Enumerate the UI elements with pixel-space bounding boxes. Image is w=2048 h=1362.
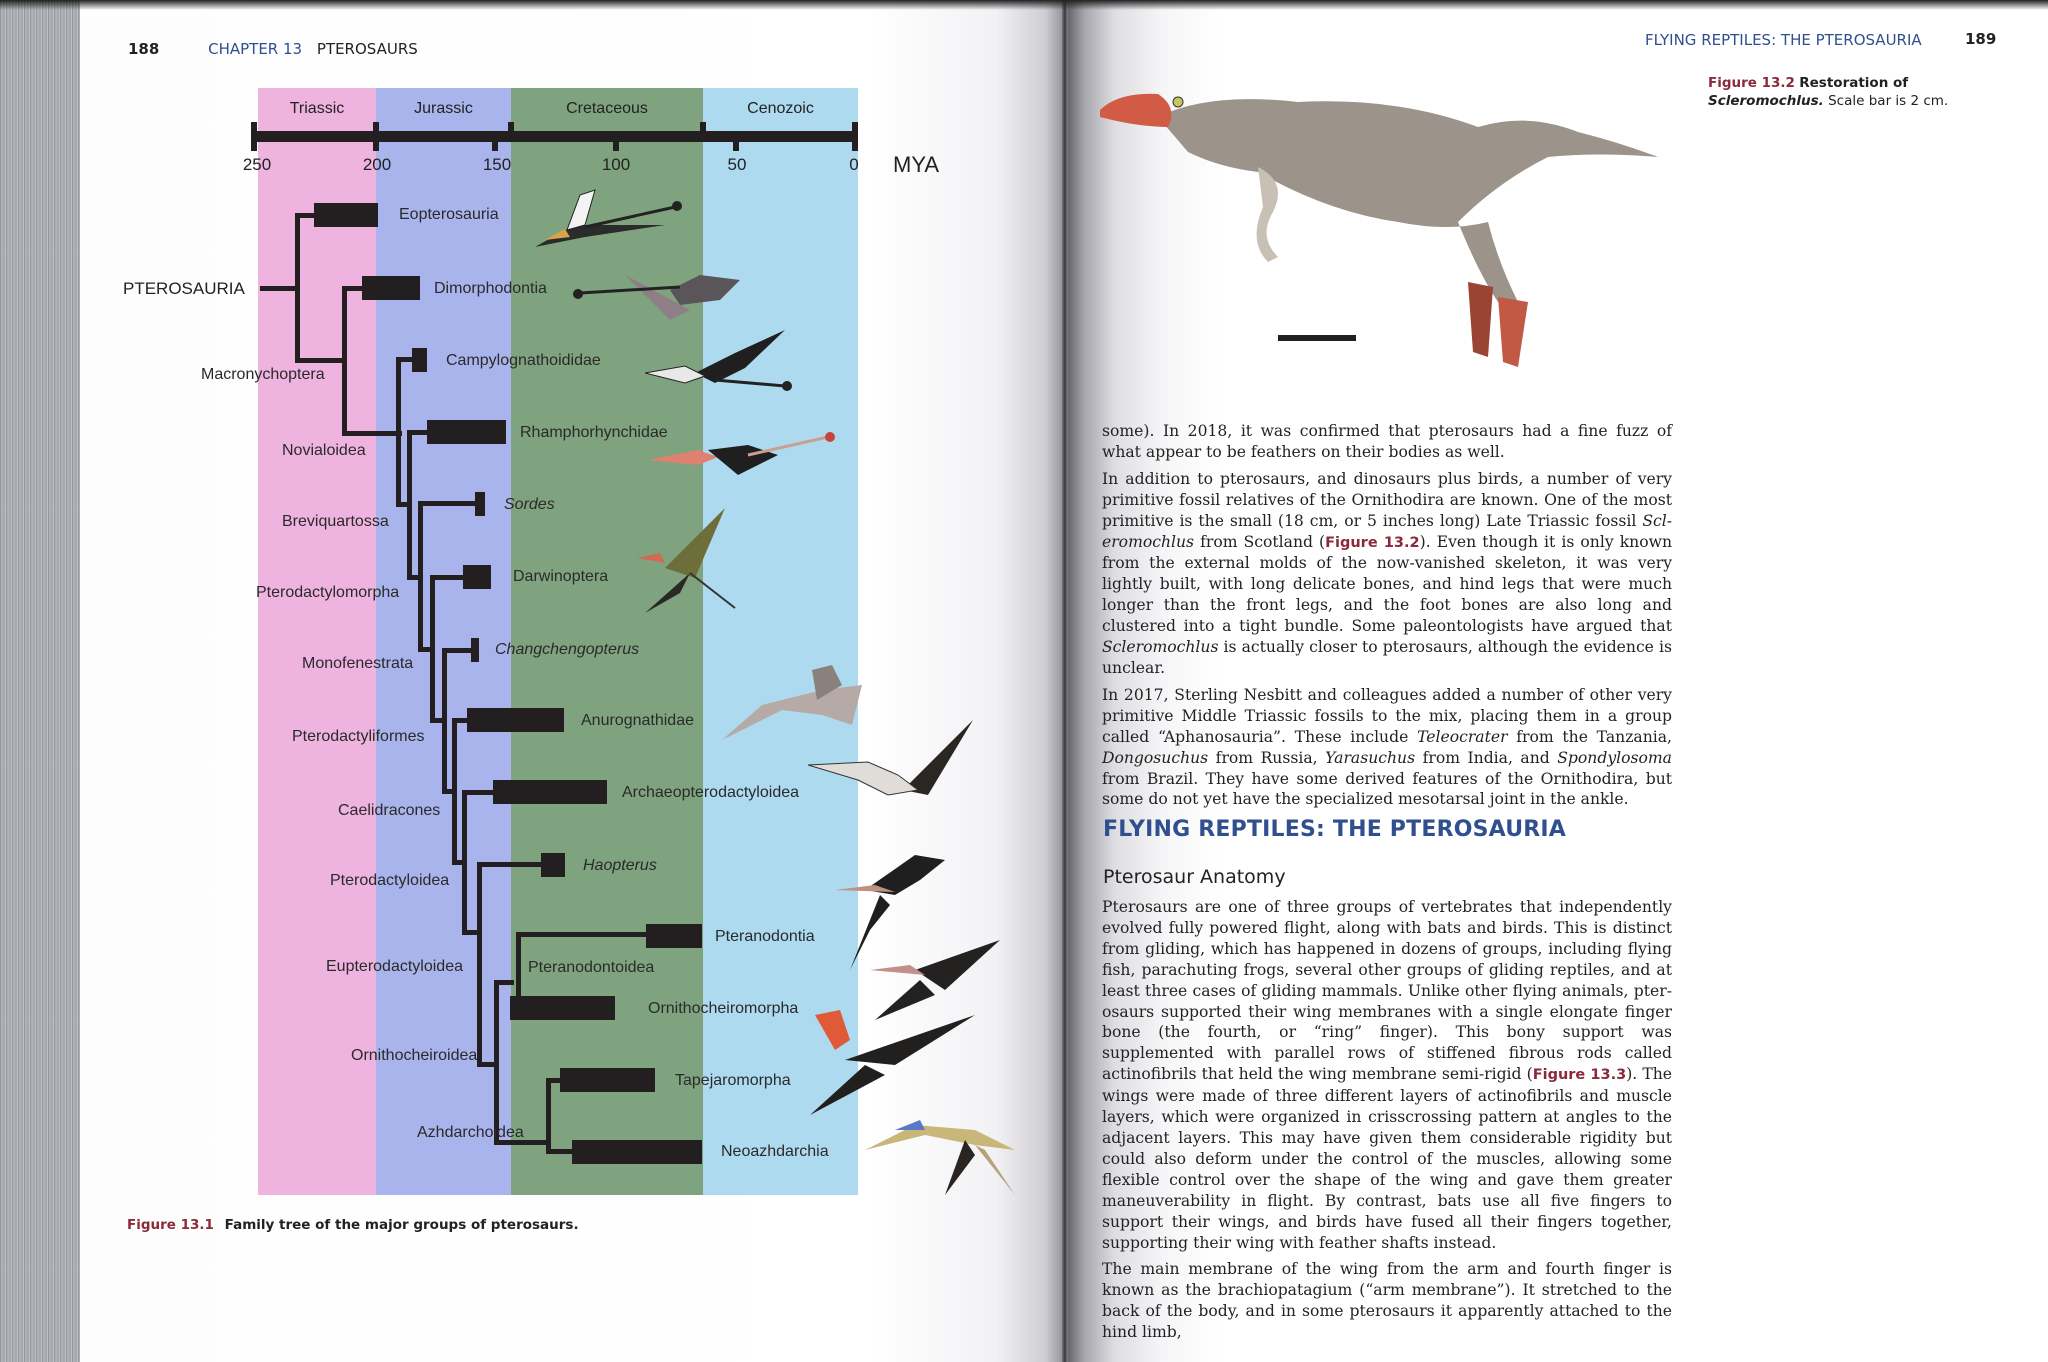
pterosaur-illustration-campylognathoididae (645, 328, 795, 403)
tick-boundary (508, 122, 514, 142)
tick-minor (733, 140, 739, 151)
figure-number: Figure 13.2 (1708, 75, 1795, 91)
range-bar-pteranodontia (646, 924, 702, 948)
taxon-label-changchengopterus: Changchengopterus (495, 641, 640, 658)
node-label-ornithocheiroidea: Ornithocheiroidea (351, 1047, 478, 1064)
range-bar-darwinoptera (463, 565, 491, 589)
tick-label-150: 150 (482, 155, 512, 174)
node-label-monofenestrata: Monofenestrata (302, 655, 414, 672)
scleromochlus-illustration (1098, 72, 1668, 382)
branch (546, 1078, 551, 1152)
pterosaur-illustration-tapejaromorpha (805, 1010, 980, 1120)
figure-reference-link[interactable]: Figure 13.3 (1532, 1067, 1627, 1084)
branch (516, 932, 646, 937)
taxon-label-neoazhdarchia: Neoazhdarchia (721, 1143, 829, 1160)
branch (407, 430, 427, 435)
figure-number: Figure 13.1 (127, 1217, 214, 1233)
tick-label-0: 0 (849, 155, 859, 174)
figure-caption-text: Scale bar is 2 cm. (1828, 93, 1949, 109)
axis-unit-mya: MYA (893, 152, 940, 177)
right-running-head: FLYING REPTILES: THE PTEROSAURIA (1645, 31, 1922, 49)
pterosaur-illustration-neoazhdarchia (865, 1115, 1025, 1200)
taxon-label-sordes: Sordes (504, 496, 555, 513)
branch (462, 790, 493, 795)
paragraph: In 2017, Sterling Nesbitt and colleagues added a number of other very primitive Middle Triassic fossils to the mix, placing them in a group called “Aphanosauria”. These include Teleocrater from the Tanzania, Dongosuchus from Russia, Yarasuchus from India, and Spondylosoma from Brazil. They have some derived features of the Ornithodira, but some do not yet have the specialized mesotarsal joint in the ankle. (1102, 685, 1673, 809)
branch (546, 1149, 572, 1154)
tick-minor (492, 140, 498, 151)
taxon-label-haopterus: Haopterus (583, 857, 657, 874)
taxon-label-ornithocheiromorpha: Ornithocheiromorpha (648, 1000, 799, 1017)
pterosaur-illustration-darwinoptera (635, 508, 745, 623)
node-label-pteranodontoidea: Pteranodontoidea (528, 959, 655, 976)
branch (396, 357, 401, 507)
tick-label-250: 250 (242, 155, 272, 174)
taxon-label-anurognathidae: Anurognathidae (581, 712, 694, 729)
branch (452, 718, 467, 723)
figure-13-1-caption (127, 1217, 579, 1233)
range-bar-eopterosauria (314, 203, 378, 227)
range-bar-neoazhdarchia (572, 1140, 702, 1164)
taxon-label-dimorphodontia: Dimorphodontia (434, 280, 547, 297)
tick-label-50: 50 (727, 155, 747, 174)
range-bar-ornithocheiromorpha (510, 996, 615, 1020)
branch (295, 213, 315, 218)
pterosaur-illustration-rhamphorhynchidae (648, 425, 838, 485)
paragraph: Pterosaurs are one of three groups of vertebrates that independently evolved fully powered flight, along with bats and birds. This is distinct from gliding, which has happened in dozens of groups, including flying fish, parachuting frogs, several other groups of gliding reptiles, and at least three cases of gliding mammals. Unlike other flying animals, pterosaurs supported their wing membranes with a single elongate finger bone (the fourth, or “ring” finger). This bony support was supplemented with parallel rows of stiffened fibrous rods called actinofibrils that held the wing membrane semi-rigid (Figure 13.3). The wings were made of three different layers of actinofibrils and muscle layers, which were organized in crisscrossing pattern at angles to the adjacent layers. This may have given them considerable rigidity but could also deform under the control of the muscles, allowing some flexible control over the shape of the wing and gave them greater maneuverability in flight. By contrast, bats use all five fingers to support their wings, and birds have fused all their fingers together, supporting their wing with feather shafts instead. (1102, 898, 1672, 1252)
figure-caption-italic: Scleromochlus. (1708, 93, 1824, 109)
period-label-triassic: Triassic (289, 100, 345, 117)
tick-label-100: 100 (601, 155, 631, 174)
subsection-heading: Pterosaur Anatomy (1103, 866, 1286, 888)
branch (442, 648, 447, 794)
taxon-label-archaeopterodactyloidea: Archaeopterodactyloidea (622, 784, 800, 801)
range-bar-rhamphorhynchidae (427, 420, 506, 444)
band-jurassic (376, 88, 511, 1195)
branch (396, 357, 413, 362)
branch (342, 431, 402, 436)
branch (477, 862, 482, 1067)
node-label-pterodactyliformes: Pterodactyliformes (292, 728, 425, 745)
band-triassic (258, 88, 376, 1195)
range-bar-tapejaromorpha (560, 1068, 655, 1092)
branch (430, 575, 463, 580)
period-label-cretaceous: Cretaceous (566, 100, 648, 117)
tick-boundary (852, 122, 858, 151)
node-label-eupterodactyloidea: Eupterodactyloidea (326, 958, 463, 975)
range-bar-haopterus (541, 853, 565, 877)
tick-label-200: 200 (362, 155, 392, 174)
node-label-macronychoptera: Macronychoptera (201, 366, 325, 383)
branch (260, 286, 298, 291)
tick-boundary (373, 122, 379, 151)
branch (442, 648, 471, 653)
taxon-label-campylognathoididae: Campylognathoididae (446, 352, 601, 369)
tick-minor (613, 140, 619, 151)
paragraph: In addition to pterosaurs, and dinosaurs plus birds, a number of very primitive fossil relatives of the Ornithodira are known. One of the most primitive is the small (18 cm, or 5 inches long) Late Triassic fossil Scleromochlus from Scotland (Figure 13.2). Even though it is only known from the external molds of the now-vanished skeleton, it was very lightly built, with long delicate bones, and hind legs that were much longer than the front legs, and the foot bones are also long and clustered into a tight bundle. Some paleontologists have argued that Scleromochlus is actually closer to pterosaurs, although the evidence is unclear. (1102, 469, 1672, 677)
period-label-cenozoic: Cenozoic (747, 100, 814, 117)
timeline-axis (253, 131, 857, 142)
figure-caption-bold: Restoration of (1799, 75, 1909, 91)
taxon-label-eopterosauria: Eopterosauria (399, 206, 499, 223)
node-label-caelidracones: Caelidracones (338, 802, 441, 819)
branch (430, 575, 435, 723)
node-label-novialoidea: Novialoidea (282, 442, 366, 459)
scale-bar (1278, 335, 1356, 341)
figure-caption-text: Family tree of the major groups of pterosaurs. (224, 1217, 579, 1233)
paragraph: The main membrane of the wing from the arm and fourth finger is known as the brachiopatagium (“arm membrane”). It stretched to the back of the body, and in some pterosaurs it apparently attached to the hind limb, (1102, 1260, 1672, 1342)
range-bar-sordes (475, 492, 485, 516)
branch (494, 980, 499, 1145)
pterosaur-illustration-dimorphodontia (570, 255, 740, 335)
taxon-label-tapejaromorpha: Tapejaromorpha (675, 1072, 791, 1089)
node-label-azhdarchoidea: Azhdarchoidea (417, 1124, 524, 1141)
branch (546, 1078, 560, 1083)
branch (295, 213, 300, 363)
paragraph: some). In 2018, it was confirmed that pterosaurs had a fine fuzz of what appear to be feathers on their bodies as well. (1102, 422, 1672, 461)
chapter-title: PTEROSAURS (316, 40, 418, 58)
branch (407, 430, 412, 580)
range-bar-anurognathidae (467, 708, 564, 732)
branch (494, 980, 514, 985)
range-bar-dimorphodontia (362, 276, 420, 300)
branch (452, 718, 457, 864)
branch (342, 286, 347, 436)
node-label-pterodactyloidea: Pterodactyloidea (330, 872, 450, 889)
pterosaur-illustration-archaeopterodactyloidea (808, 720, 978, 815)
branch (418, 501, 475, 506)
node-label-pterodactylomorpha: Pterodactylomorpha (256, 584, 400, 601)
tick-boundary (251, 122, 257, 151)
branch (295, 358, 345, 363)
range-bar-campylognathoididae (412, 348, 427, 372)
range-bar-archaeopterodactyloidea (493, 780, 607, 804)
body-text-anatomy (1102, 897, 1672, 1349)
body-text-intro (1102, 421, 1672, 816)
node-label-breviquartossa: Breviquartossa (282, 513, 389, 530)
figure-reference-link[interactable]: Figure 13.2 (1325, 534, 1420, 551)
range-bar-changchengopterus (471, 638, 479, 662)
period-label-jurassic: Jurassic (414, 100, 473, 117)
page-number-right: 189 (1965, 30, 1997, 48)
figure-13-2-caption (1708, 74, 1988, 110)
page-number-left: 188 (128, 40, 160, 58)
taxon-label-pteranodontia: Pteranodontia (715, 928, 815, 945)
root-label: PTEROSAURIA (123, 279, 245, 298)
taxon-label-rhamphorhynchidae: Rhamphorhynchidae (520, 424, 668, 441)
chapter-number: CHAPTER 13 (208, 40, 303, 58)
branch (342, 286, 362, 291)
tick-boundary (700, 122, 706, 142)
pterosaur-illustration-eopterosauria (525, 185, 685, 260)
branch (418, 501, 423, 652)
taxon-label-darwinoptera: Darwinoptera (513, 568, 609, 585)
branch (462, 790, 467, 935)
branch (477, 862, 541, 867)
section-heading: FLYING REPTILES: THE PTEROSAURIA (1103, 817, 1567, 842)
